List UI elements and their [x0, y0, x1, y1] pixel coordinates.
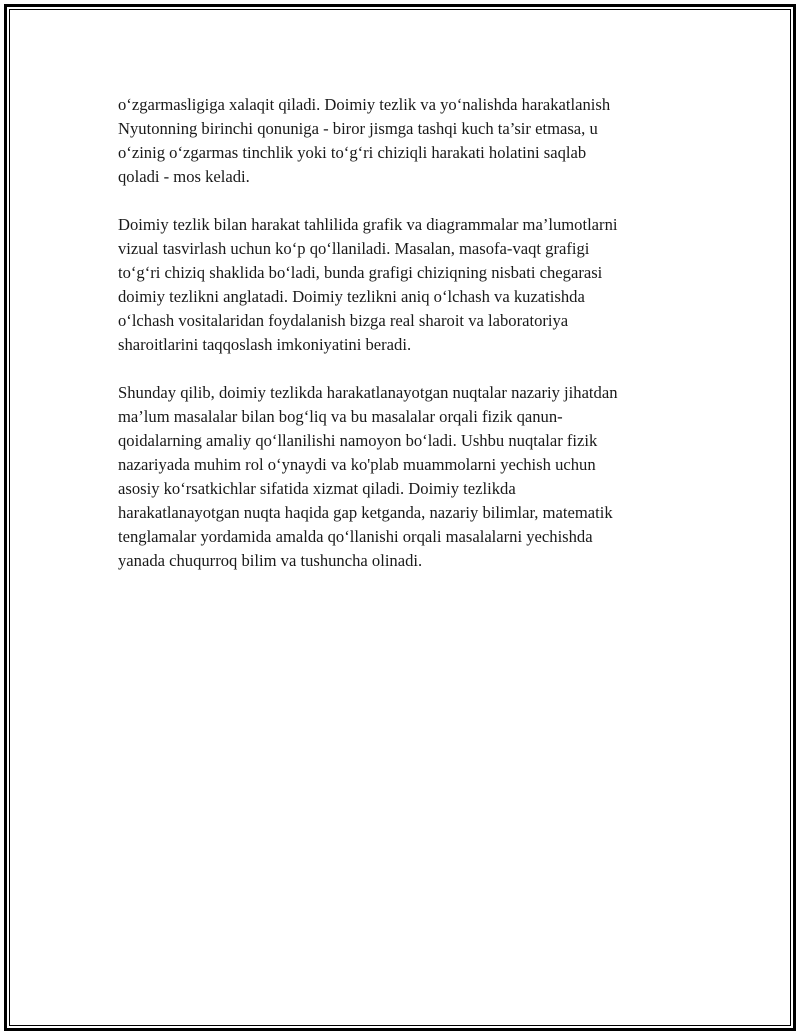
- text-line: Nyutonning birinchi qonuniga - biror jismga tashqi kuch ta’sir etmasa, u: [118, 119, 598, 138]
- text-line: ma’lum masalalar bilan bog‘liq va bu masalalar orqali fizik qanun-: [118, 407, 563, 426]
- text-line: sharoitlarini taqqoslash imkoniyatini beradi.: [118, 335, 412, 354]
- text-line: qoidalarning amaliy qo‘llanilishi namoyon bo‘ladi. Ushbu nuqtalar fizik: [118, 431, 598, 450]
- text-line: yanada chuqurroq bilim va tushuncha olinadi.: [118, 551, 423, 570]
- paragraph-1: [118, 93, 688, 189]
- text-line: vizual tasvirlash uchun ko‘p qo‘llaniladi. Masalan, masofa-vaqt grafigi: [118, 239, 590, 258]
- text-line: Doimiy tezlik bilan harakat tahlilida grafik va diagrammalar ma’lumotlarni: [118, 215, 618, 234]
- text-line: asosiy ko‘rsatkichlar sifatida xizmat qiladi. Doimiy tezlikda: [118, 479, 516, 498]
- text-line: qoladi - mos keladi.: [118, 167, 250, 186]
- text-line: doimiy tezlikni anglatadi. Doimiy tezlikni aniq o‘lchash va kuzatishda: [118, 287, 585, 306]
- text-line: harakatlanayotgan nuqta haqida gap ketganda, nazariy bilimlar, matematik: [118, 503, 613, 522]
- text-line: nazariyada muhim rol o‘ynaydi va ko'plab muammolarni yechish uchun: [118, 455, 596, 474]
- text-line: tenglamalar yordamida amalda qo‘llanishi orqali masalalarni yechishda: [118, 527, 593, 546]
- text-line: o‘lchash vositalaridan foydalanish bizga real sharoit va laboratoriya: [118, 311, 569, 330]
- paragraph-3: [118, 381, 688, 573]
- document-body: [118, 93, 688, 597]
- text-line: o‘zinig o‘zgarmas tinchlik yoki to‘g‘ri chiziqli harakati holatini saqlab: [118, 143, 587, 162]
- text-line: Shunday qilib, doimiy tezlikda harakatlanayotgan nuqtalar nazariy jihatdan: [118, 383, 618, 402]
- paragraph-2: [118, 213, 688, 357]
- text-line: to‘g‘ri chiziq shaklida bo‘ladi, bunda grafigi chiziqning nisbati chegarasi: [118, 263, 603, 282]
- text-line: o‘zgarmasligiga xalaqit qiladi. Doimiy tezlik va yo‘nalishda harakatlanish: [118, 95, 611, 114]
